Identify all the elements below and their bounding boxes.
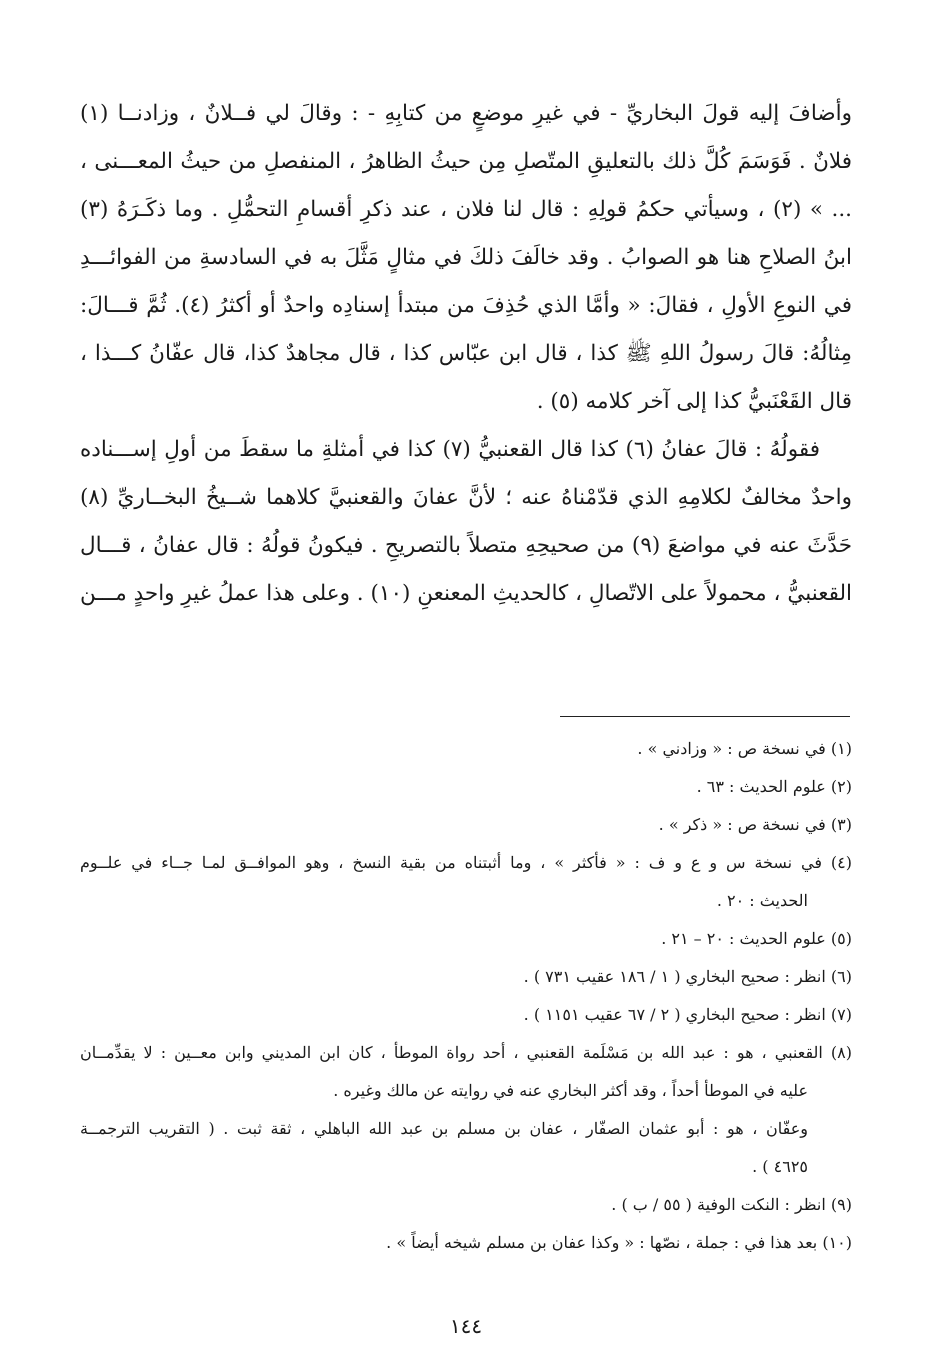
- footnote-5: (٥) علوم الحديث : ٢٠ – ٢١ .: [661, 929, 852, 948]
- footnote-8-affan: وعفّان ، هو : أبو عثمان الصفّار ، عفان بن مسلم بن عبد الله الباهلي ، ثقة ثبت . ( التقريب الترجمــة: [80, 1119, 808, 1138]
- footnote-2: (٢) علوم الحديث : ٦٣ .: [696, 777, 852, 796]
- footnote-8-affan-continued: ٤٦٢٥ ) .: [752, 1157, 808, 1176]
- body-line: واحدٌ مخالفٌ لكلامِهِ الذي قدّمْناهُ عنه ؛ لأنَّ عفانَ والقعنبيَّ كلاهما شــيخُ البخــاريِّ (٨): [80, 485, 852, 510]
- footnote-7: (٧) انظر : صحيح البخاري ( ٢ / ٦٧ عقيب ١١٥١ ) .: [523, 1005, 852, 1024]
- footnote-6: (٦) انظر : صحيح البخاري ( ١ / ١٨٦ عقيب ٧٣١ ) .: [523, 967, 852, 986]
- body-line: ابنُ الصلاحِ هنا هو الصوابُ . وقد خالَفَ ذلكَ في مثالٍ مَثَّلَ به في السادسةِ من الفوائـــدِ: [80, 245, 852, 270]
- footnotes: [80, 730, 852, 1262]
- footnote-8: (٨) القعنبي ، هو : عبد الله بن مَسْلَمة القعنبي ، أحد رواة الموطأ ، كان ابن المديني وابن معــين : لا يقدِّمــان: [80, 1043, 852, 1062]
- footnote-4: (٤) في نسخة س و ع و ف : « فأكثر » ، وما أثبتناه من بقية النسخ ، وهو الموافــق لمـا جــاء في علــوم: [80, 853, 852, 872]
- body-line: فلانٌ . فَوَسَمَ كُلَّ ذلك بالتعليقِ المتّصلِ مِن حيثُ الظاهرُ ، المنفصلِ من حيثُ المعـــنى ،: [80, 149, 852, 174]
- body-line: وأضافَ إليه قولَ البخاريِّ - في غيرِ موضعٍ من كتابِهِ - : وقالَ لي فــلانٌ ، وزادنــا (١): [80, 101, 852, 126]
- body-line: في النوعِ الأولِ ، فقالَ: « وأمَّا الذي حُذِفَ من مبتدأ إسنادِه واحدٌ أو أكثرُ (٤). ثُمَّ قـــالَ:: [80, 293, 852, 318]
- footnote-8-continued: عليه في الموطأ أحداً ، وقد أكثر البخاري عنه في روايته عن مالك وغيره .: [333, 1081, 808, 1100]
- footnote-3: (٣) في نسخة ص : « ذكر » .: [658, 815, 852, 834]
- footnote-1: (١) في نسخة ص : « وزادني » .: [637, 739, 852, 758]
- body-line: حَدَّثَ عنه في مواضعَ (٩) من صحيحِهِ متصلاً بالتصريحِ . فيكونُ قولُهُ : قال عفانُ ، قـــال: [80, 533, 852, 558]
- body-line: فقولُهُ : قالَ عفانُ (٦) كذا قال القعنبيُّ (٧) كذا في أمثلةِ ما سقطَ من أولِ إســـناده: [80, 437, 820, 462]
- footnote-4-continued: الحديث : ٢٠ .: [716, 891, 808, 910]
- body-line: قال القَعْنَبيُّ كذا إلى آخر كلامه (٥) .: [536, 389, 852, 414]
- footnote-9: (٩) انظر : النكت الوفية ( ٥٥ / ب ) .: [611, 1195, 852, 1214]
- body-line: القعنبيُّ ، محمولاً على الاتّصالِ ، كالحديثِ المعنعنِ (١٠) . وعلى هذا عملُ غيرِ واحدٍ مـــن: [80, 581, 852, 606]
- body-line: مِثالُهُ: قالَ رسولُ اللهِ ﷺ كذا ، قال ابن عبّاس كذا ، قال مجاهدٌ كذا، قال عفّانُ كـــذا ،: [80, 341, 852, 366]
- footnote-10: (١٠) بعد هذا في : جملة ، نصّها : « وكذا عفان بن مسلم شيخه أيضاً » .: [386, 1233, 852, 1252]
- footnote-separator: [560, 716, 850, 717]
- page-number: ١٤٤: [449, 1314, 483, 1338]
- body-line: ... » (٢) ، وسيأتي حكمُ قولِهِ : قال لنا فلان ، عند ذكرِ أقسامِ التحمُّلِ . وما ذكَـرَهُ (٣): [80, 197, 852, 222]
- main-text: [80, 90, 852, 618]
